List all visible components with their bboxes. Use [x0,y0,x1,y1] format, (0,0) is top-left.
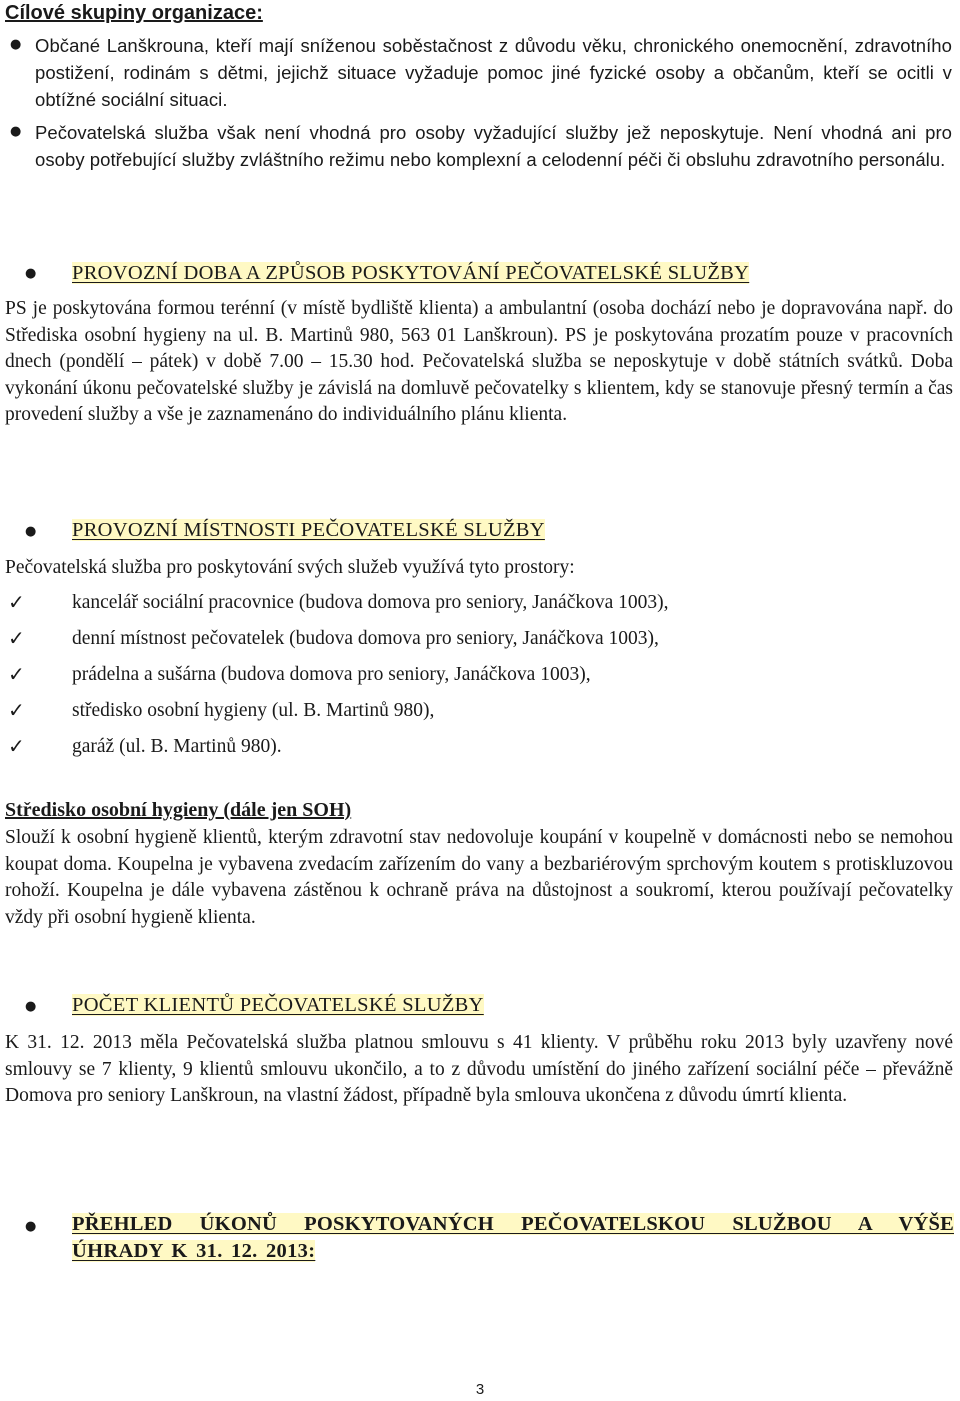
checkmark-icon: ✓ [8,590,25,614]
target-groups-bullet-2: Pečovatelská služba však není vhodná pro osoby vyžadující služby jež neposkytuje. Není vhodná ani pro osoby potřebující služby zvláštního režimu nebo komplexní a celodenní péči či obsluhu zdravotního personálu. [35,122,952,170]
checkmark-icon: ✓ [8,626,25,650]
overview-heading-line-1: PŘEHLED ÚKONŮ POSKYTOVANÝCH PEČOVATELSKOU SLUŽBOU A VÝŠE [72,1213,954,1235]
bullet-icon: ● [25,1219,37,1234]
bullet-icon: ● [25,999,37,1014]
operating-hours-text: PS je poskytována formou terénní (v místě bydliště klienta) a ambulantní (osoba dochází nebo je dopravována např. do Střediska osobní hygieny na ul. B. Martinů 980, 563 01 Lanškroun). PS je poskytována prozatím pouze v pracovních dnech (pondělí – pátek) v době 7.00 – 15.30 hod. Pečovatelská služba se neposkytuje v době státních svátků. Doba vykonání úkonu pečovatelské služby je závislá na domluvě pečovatelky s klientem, kdy se stanovuje přesný termín a čas provedení služby a vše je zaznamenáno do individuálního plánu klienta. [5,298,953,425]
target-groups-title: Cílové skupiny organizace: [5,2,263,24]
bullet-icon: ● [10,124,22,139]
checkmark-icon: ✓ [8,734,25,758]
checkmark-icon: ✓ [8,698,25,722]
document-page: Cílové skupiny organizace: ● Občané Lanškrouna, kteří mají sníženou soběstačnost z důvodu věku, chronického onemocnění, zdravotního postižení, rodinám s dětmi, jejichž situace vyžaduje pomoc jiné fyzické osoby a občanům, kteří se ocitli v obtížné sociální situaci. ● Pečovatelská služba však není vhodná pro osoby vyžadující služby jež neposkytuje. Není vhodná ani pro osoby potřebující služby zvláštního režimu nebo komplexní a celodenní péči či obsluhu zdravotního personálu. ● PROVOZNÍ DOBA A ZPŮSOB POSKYTOVÁNÍ PEČOVATELSKÉ SLUŽBY PS je poskytována formou terénní (v místě bydliště klienta) a ambulantní (osoba dochází nebo je dopravována např. do Střediska osobní hygieny na ul. B. Martinů 980, 563 01 Lanškroun). PS je poskytována prozatím pouze v pracovních dnech (pondělí – pátek) v době 7.00 – 15.30 hod. Pečovatelská služba se neposkytuje v době státních svátků. Doba vykonání úkonu pečovatelské služby je závislá na domluvě pečovatelky s klientem, kdy se stanovuje přesný termín a čas provedení služby a vše je zaznamenáno do individuálního plánu klienta. ● PROVOZNÍ MÍSTNOSTI PEČOVATELSKÉ SLUŽBY Pečovatelská služba pro poskytování svých služeb využívá tyto prostory: ✓ kancelář sociální pracovnice (budova domova pro seniory, Janáčkova 1003), ✓ denní místnost pečovatelek (budova domova pro seniory, Janáčkova 1003), ✓ prádelna a sušárna (budova domova pro seniory, Janáčkova 1003), ✓ středisko osobní hygieny (ul. B. Martinů 980), ✓ garáž (ul. B. Martinů 980). Středisko osobní hygieny (dále jen SOH) Slouží k osobní hygieně klientů, kterým zdravotní stav nedovoluje koupání v koupelně v domácnosti nebo se nemohou koupat doma. Koupelna je vybavena zvedacím zařízením do vany a bezbariérovým sprchovým koutem s protiskluzovou rohoží. Koupelna je dále vybavena zástěnou k ochraně práva na důstojnost a soukromí, kterou používají pečovatelky vždy při osobní hygieně klienta. ● POČET KLIENTŮ PEČOVATELSKÉ SLUŽBY K 31. 12. 2013 měla Pečovatelská služba platnou smlouvu s 41 klienty. V průběhu roku 2013 byly uzavřeny nové smlouvy se 7 klienty, 9 klientů smlouvu ukončilo, a to z důvodu umístění do jiného zařízení sociální péče – převážně Domova pro seniory Lanškroun, na vlastní žádost, případně byla smlouva ukončena z důvodu úmrtí klienta. ● PŘEHLED ÚKONŮ POSKYTOVANÝCH PEČOVATELSKOU SLUŽBOU A VÝŠE ÚHRADY K 31. 12. 2013: 3 [0,0,960,1401]
page-number: 3 [475,1381,485,1398]
bullet-icon: ● [25,266,37,281]
clients-heading: POČET KLIENTŮ PEČOVATELSKÉ SLUŽBY [72,994,484,1016]
operating-hours-heading: PROVOZNÍ DOBA A ZPŮSOB POSKYTOVÁNÍ PEČOVATELSKÉ SLUŽBY [72,262,750,284]
overview-heading-line-2: ÚHRADY K 31. 12. 2013: [72,1240,316,1262]
checkmark-icon: ✓ [8,662,25,686]
bullet-icon: ● [10,37,22,52]
soh-text: Slouží k osobní hygieně klientů, kterým zdravotní stav nedovoluje koupání v koupelně v domácnosti nebo se nemohou koupat doma. Koupelna je vybavena zvedacím zařízením do vany a bezbariérovým sprchovým koutem s protiskluzovou rohoží. Koupelna je dále vybavena zástěnou k ochraně práva na důstojnost a soukromí, kterou používají pečovatelky vždy při osobní hygieně klienta. [5,827,953,928]
bullet-icon: ● [25,524,37,539]
clients-text: K 31. 12. 2013 měla Pečovatelská služba platnou smlouvu s 41 klienty. V průběhu roku 2013 byly uzavřeny nové smlouvy se 7 klienty, 9 klientů smlouvu ukončilo, a to z důvodu umístění do jiného zařízení sociální péče – převážně Domova pro seniory Lanškroun, na vlastní žádost, případně byla smlouva ukončena z důvodu úmrtí klienta. [5,1032,953,1106]
target-groups-bullet-1: Občané Lanškrouna, kteří mají sníženou soběstačnost z důvodu věku, chronického onemocnění, zdravotního postižení, rodinám s dětmi, jejichž situace vyžaduje pomoc jiné fyzické osoby a občanům, kteří se ocitli v obtížné sociální situaci. [35,35,952,110]
premises-heading: PROVOZNÍ MÍSTNOSTI PEČOVATELSKÉ SLUŽBY [72,519,545,541]
soh-heading: Středisko osobní hygieny (dále jen SOH) [5,799,352,821]
premises-intro: Pečovatelská služba pro poskytování svých služeb využívá tyto prostory: [5,557,575,578]
